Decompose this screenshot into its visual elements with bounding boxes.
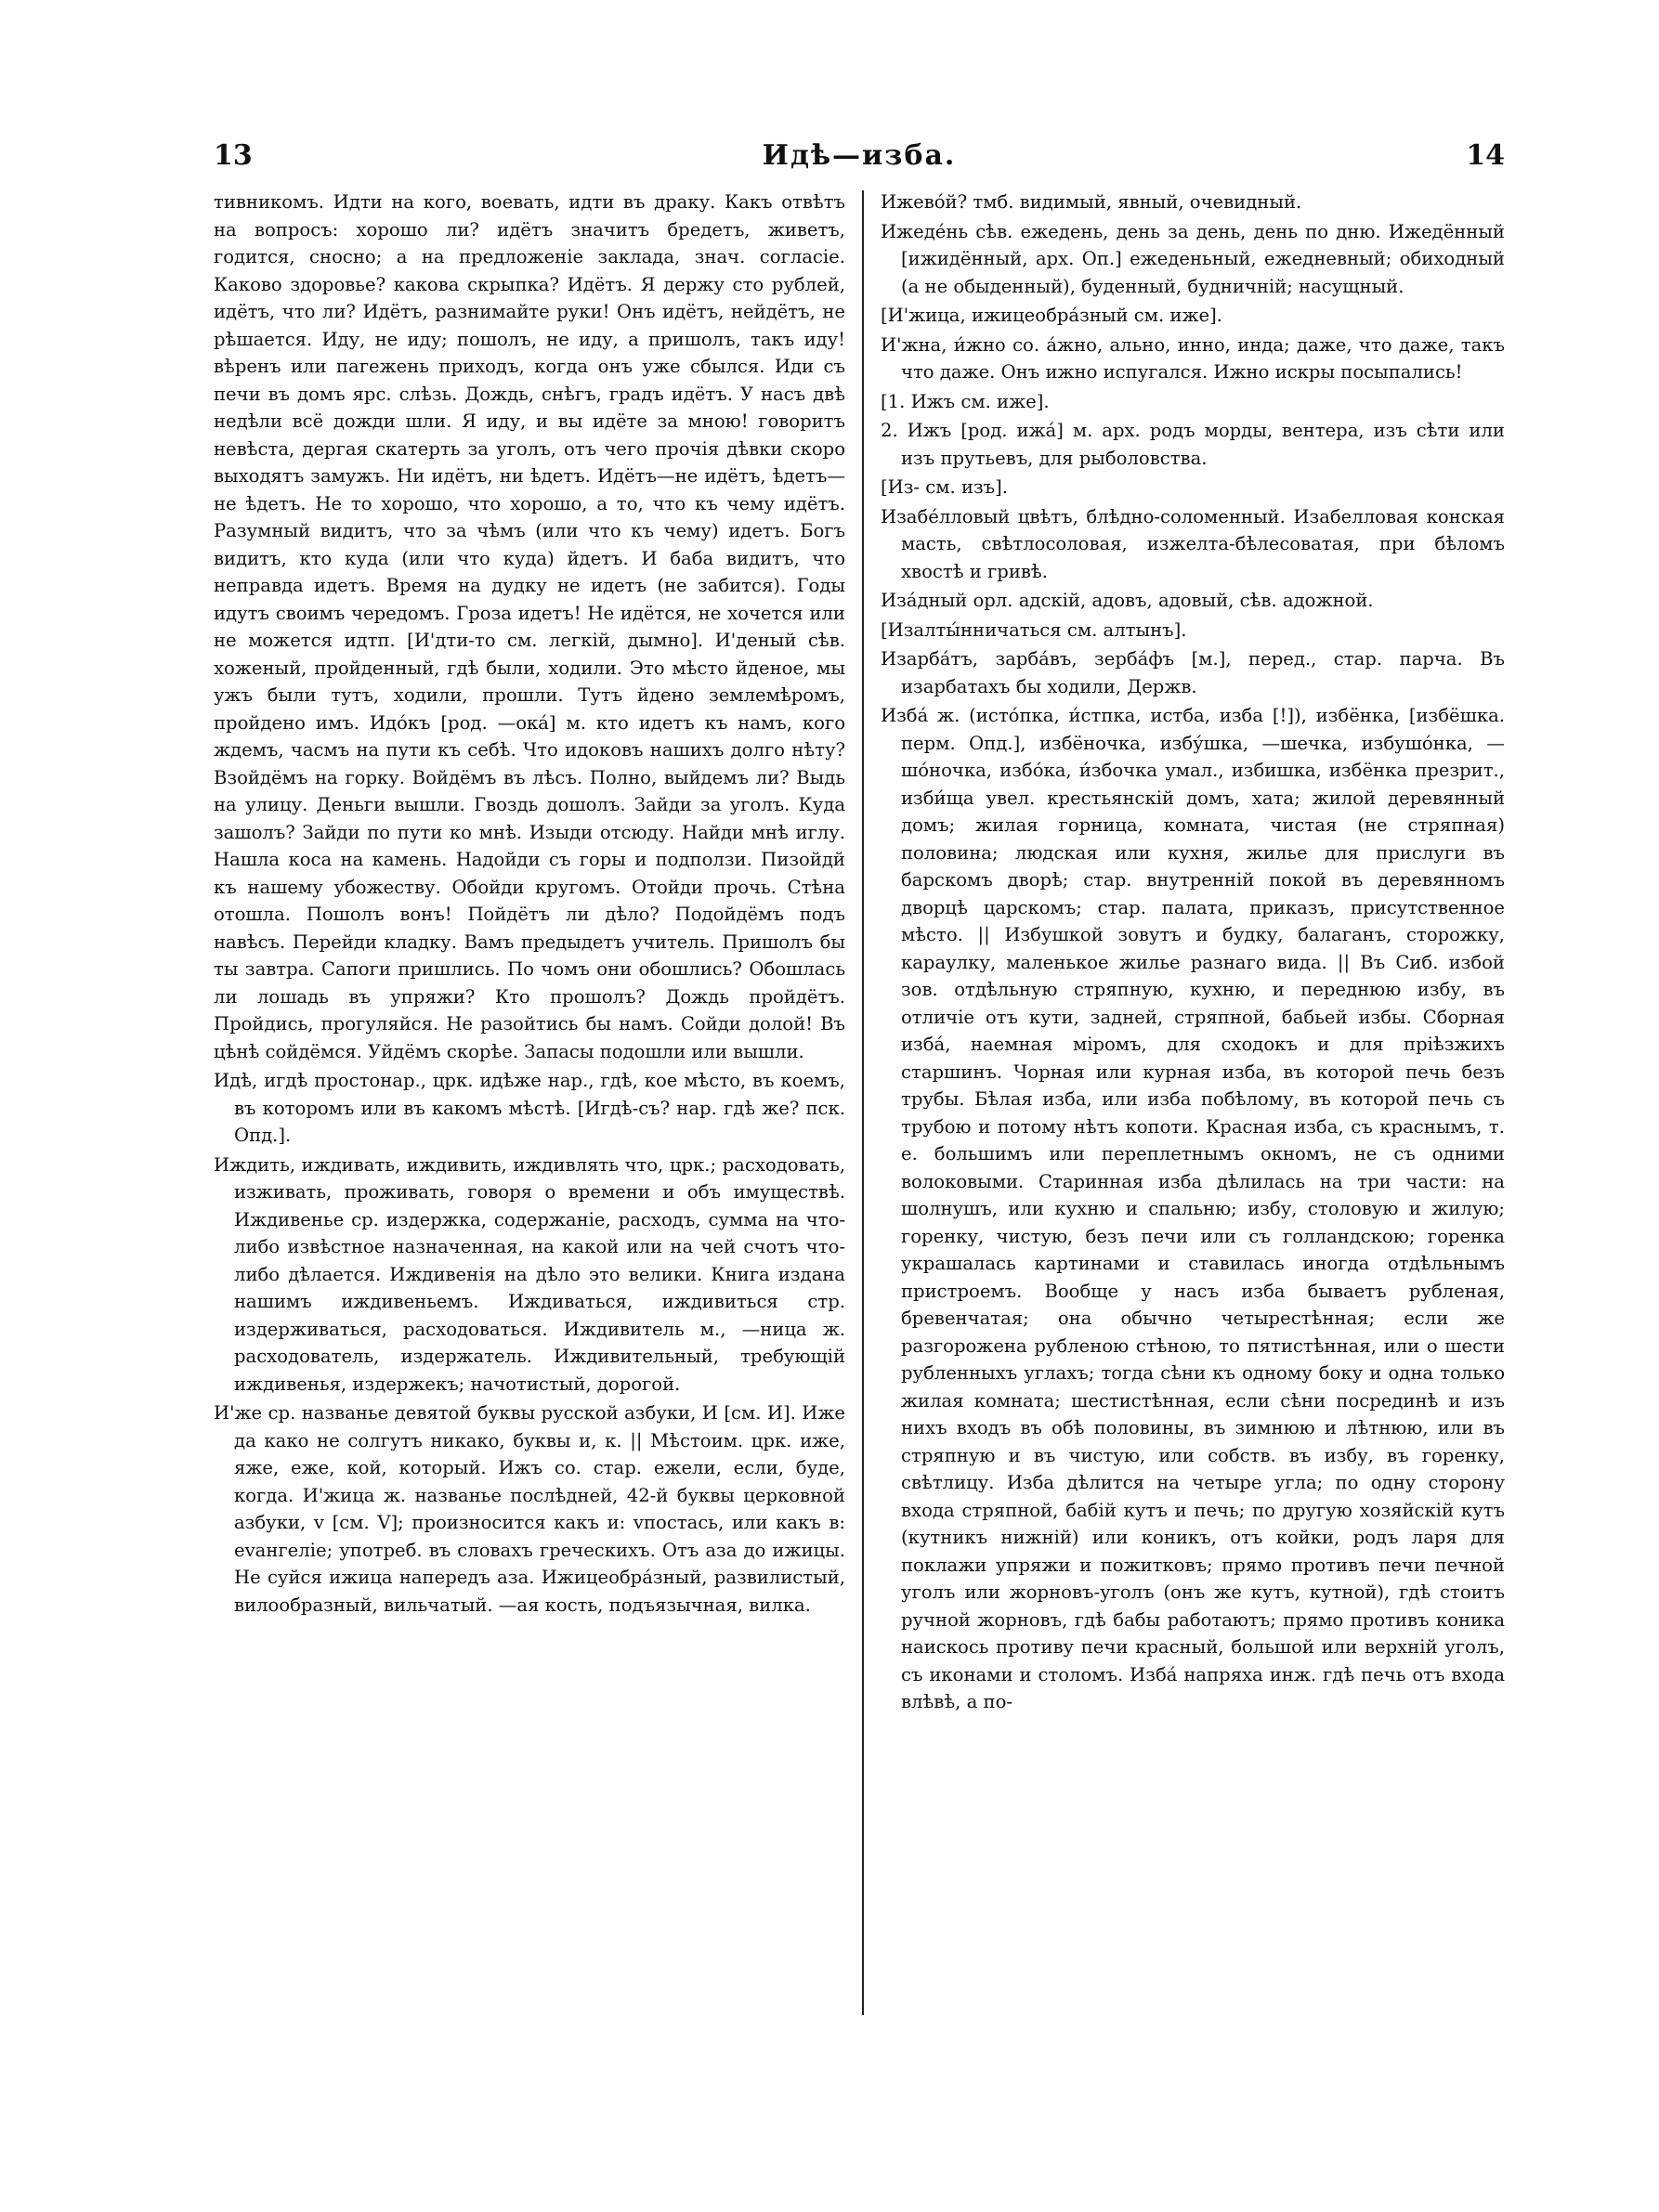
entry-izabellovy: Изабе́лловый цвѣтъ, блѣдно-соломенный. Изабелловая конская масть, свѣтлосоловая, изжелта-бѣлесоватая, при бѣломъ хвостѣ и гривѣ. bbox=[881, 505, 1505, 582]
entry-ide: Идѣ, игдѣ простонар., црк. идѣже нар., гдѣ, кое мѣсто, въ коемъ, въ которомъ или въ какомъ мѣстѣ. [Игдѣ-съ? нар. гдѣ же? пск. Опд.]. bbox=[214, 1070, 845, 1146]
entry-izba: Изба́ ж. (исто́пка, и́стпка, истба, изба [!]), избёнка, [избёшка. перм. Опд.], избёночка, избу́шка, —шечка, избушо́нка, —шо́ночка, избо́ка, и́збочка умал., избишка, избёнка презрит., изби́ща увел. крестьянскій домъ, хата; жилой деревянный домъ; жилая горница, комната, чистая (не стряпная) половина; людская или кухня, жилье для прислуги въ барскомъ дворѣ; стар. внутренній покой въ деревянномъ дворцѣ царскомъ; стар. палата, приказъ, присутственное мѣсто. || Избушкой зовутъ и будку, балаганъ, сторожку, караулку, маленькое жилье разнаго вида. || Въ Сиб. избой зов. отдѣльную стряпную, кухню, и переднюю избу, въ отличіе отъ кути, задней, стряпной, бабьей избы. Сборная изба́, наемная міромъ, для сходокъ и для пріѣзжихъ старшинъ. Чорная или курная изба, въ которой печь безъ трубы. Бѣлая изба, или изба побѣлому, въ которой печь съ трубою и потому нѣтъ копоти. Красная изба, съ краснымъ, т. е. большимъ или переплетнымъ окномъ, не съ одними волоковыми. Старинная изба дѣлилась на три части: на шолнушъ, или кухню и спальню; избу, столовую и жилую; горенку, чистую, безъ печи или съ голландскою; горенка украшалась картинами и ставилась иногда отдѣльнымъ пристроемъ. Вообще у насъ изба бываетъ рубленая, бревенчатая; она обычно четырестѣнная; если же разгорожена рубленою стѣною, то пятистѣнная, или о шести рубленныхъ углахъ; тогда сѣни къ одному боку и одна только жилая комната; шестистѣнная, если сѣни посрединѣ и изъ нихъ входъ въ обѣ половины, въ зимнюю и лѣтнюю, или въ стряпную и въ чистую, или собств. въ избу, въ горенку, свѣтлицу. Изба дѣлится на четыре угла; по одну сторону входа стряпной, бабій кутъ и печь; по другую хозяйскій кутъ (кутникъ нижній) или коникъ, отъ койки, родъ ларя для поклажи упряжи и пожитковъ; прямо противъ печи печной уголъ или жорновъ-уголъ (онъ же кутъ, кутной), гдѣ стоитъ ручной жорновъ, гдѣ бабы работаютъ; прямо противъ коника наискось противу печи красный, большой или верхній уголъ, съ иконами и столомъ. Изба́ напряха инж. гдѣ печь отъ входа влѣвѣ, а по- bbox=[881, 705, 1505, 1712]
entry-izaltynnichatsya: [Изалты́нничаться см. алтынъ]. bbox=[881, 618, 1187, 641]
entry-izheden: Ижеде́нь сѣв. ежедень, день за день, день по дню. Ижедённый [ижидённый, арх. Оп.] ежеденьный, ежедневный; обиходный (а не обыденный), буденный, будничній; насущный. bbox=[881, 220, 1505, 297]
page-header bbox=[214, 139, 1505, 186]
entry-izh-1: [1. Ижъ см. иже]. bbox=[881, 390, 1050, 412]
entry-izhitsa-ref: [И'жица, ижицеобра́зный см. иже]. bbox=[881, 305, 1222, 326]
entry-continuation: тивникомъ. Идти на кого, воевать, идти въ драку. Какъ отвѣтъ на вопросъ: хорошо ли? идётъ значитъ бредетъ, живетъ, годится, сносно; а на предложеніе заклада, знач. согласіе. Каково здоровье? какова скрыпка? Идётъ. Я держу сто рублей, идётъ, что ли? Идётъ, разнимайте руки! Онъ идётъ, нейдётъ, не рѣшается. Иду, не иду; пошолъ, не иду, а пришолъ, такъ иду! вѣренъ или пагежень приходъ, когда онъ уже сбылся. Иди съ печи въ домъ ярс. слѣзь. Дождь, снѣгъ, градъ идётъ. У насъ двѣ недѣли всё дожди шли. Я иду, и вы идёте за мною! говоритъ невѣста, дергая скатерть за уголъ, отъ чего прочія дѣвки скоро выходятъ замужъ. Ни идётъ, ни ѣдетъ. Идётъ—не идётъ, ѣдетъ—не ѣдетъ. Не то хорошо, что хорошо, а то, что къ чему идётъ. Разумный видитъ, что за чѣмъ (или что къ чему) идетъ. Богъ видитъ, кто куда (или что куда) йдетъ. И баба видитъ, что неправда идетъ. Время на дудку не идетъ (не забится). Годы идутъ своимъ чередомъ. Гроза идетъ! Не идётся, не хочется или не можется идтп. [И'дти-то см. легкій, дымно]. И'деный сѣв. хоженый, пройденный, гдѣ были, ходили. Это мѣсто йденое, мы ужъ были тутъ, ходили, прошли. Тутъ йдено землемѣромъ, пройдено имъ. Идо́къ [род. —ока́] м. кто идетъ къ намъ, кого ждемъ, часмъ на пути къ себѣ. Что идоковъ нашихъ долго нѣту? Взойдёмъ на горку. Войдёмъ въ лѣсъ. Полно, выйдемъ ли? Выдь на улицу. Деньги вышли. Гвоздь дошолъ. Зайди за уголъ. Куда зашолъ? Зайди по пути ко мнѣ. Изыди отсюду. Найди мнѣ иглу. Нашла коса на камень. Надойди съ горы и подползи. Пизойдй къ нашему убожеству. Обойди кругомъ. Отойди прочь. Стѣна отошла. Пошолъ вонъ! Пойдётъ ли дѣло? Подойдёмъ подъ навѣсъ. Перейди кладку. Вамъ предыдетъ учитель. Пришолъ бы ты завтра. Сапоги пришлись. По чомъ они обошлись? Обошлась ли лошадь въ упряжи? Кто прошолъ? Дождь пройдётъ. Пройдись, прогуляйся. Не разойтись бы намъ. Сойди долой! Въ цѣнѣ сойдёмся. Уйдёмъ скорѣе. Запасы подошли или вышли. bbox=[214, 191, 845, 1062]
entry-izhdit: Иждить, иждивать, иждивить, иждивлять что, црк.; расходовать, изживать, проживать, говоря о времени и объ имуществѣ. Иждивенье ср. издержка, содержаніе, расходъ, сумма на что-либо извѣстное назначенная, на какой или на чей счотъ что-либо дѣлается. Иждивенія на дѣло это велики. Книга издана нашимъ иждивеньемъ. Иждиваться, иждивиться стр. издерживаться, расходоваться. Иждивитель м., —ница ж. расходователь, издержатель. Иждивительный, требующій иждивенья, издержекъ; начотистый, дорогой. bbox=[214, 1153, 845, 1395]
entry-izhevoy: Ижево́й? тмб. видимый, явный, очевидный. bbox=[881, 191, 1302, 213]
entry-izhe: И'же ср. названье девятой буквы русской азбуки, И [см. И]. Иже да како не солгутъ никако, буквы и, к. || Мѣстоим. црк. иже, яже, еже, кой, который. Ижъ со. стар. ежели, если, буде, когда. И'жица ж. названье послѣдней, 42-й буквы церковной азбуки, v [см. V]; произносится какъ и: vпостась, или какъ в: еvангеліе; употреб. въ словахъ греческихъ. Отъ аза до ижицы. Не суйся ижица напередъ аза. Ижицеобра́зный, развилистый, вилообразный, вильчатый. —ая кость, подъязычная, вилка. bbox=[214, 1402, 845, 1616]
column-divider bbox=[862, 190, 864, 2015]
right-column bbox=[881, 189, 1505, 1716]
running-head: Идѣ—изба. bbox=[762, 139, 957, 172]
page-number-right: 14 bbox=[1466, 139, 1505, 172]
entry-izhna: И'жна, и́жно со. а́жно, ально, инно, инда; даже, что даже, такъ что даже. Онъ ижно испугался. Ижно искры посыпались! bbox=[881, 333, 1505, 383]
left-column bbox=[214, 189, 845, 1619]
entry-izadny: Иза́дный орл. адскій, адовъ, адовый, сѣв. адожной. bbox=[881, 590, 1374, 611]
entry-izh-2: 2. Ижъ [род. ижа́] м. арх. родъ морды, вентера, изъ сѣти или изъ прутьевъ, для рыболовства. bbox=[881, 420, 1505, 469]
page-number-left: 13 bbox=[214, 139, 253, 172]
entry-izarbat: Изарба́тъ, зарба́въ, зерба́фъ [м.], перед., стар. парча. Въ изарбатахъ бы ходили, Держв. bbox=[881, 648, 1505, 697]
entry-iz-ref: [Из- см. изъ]. bbox=[881, 476, 1009, 498]
